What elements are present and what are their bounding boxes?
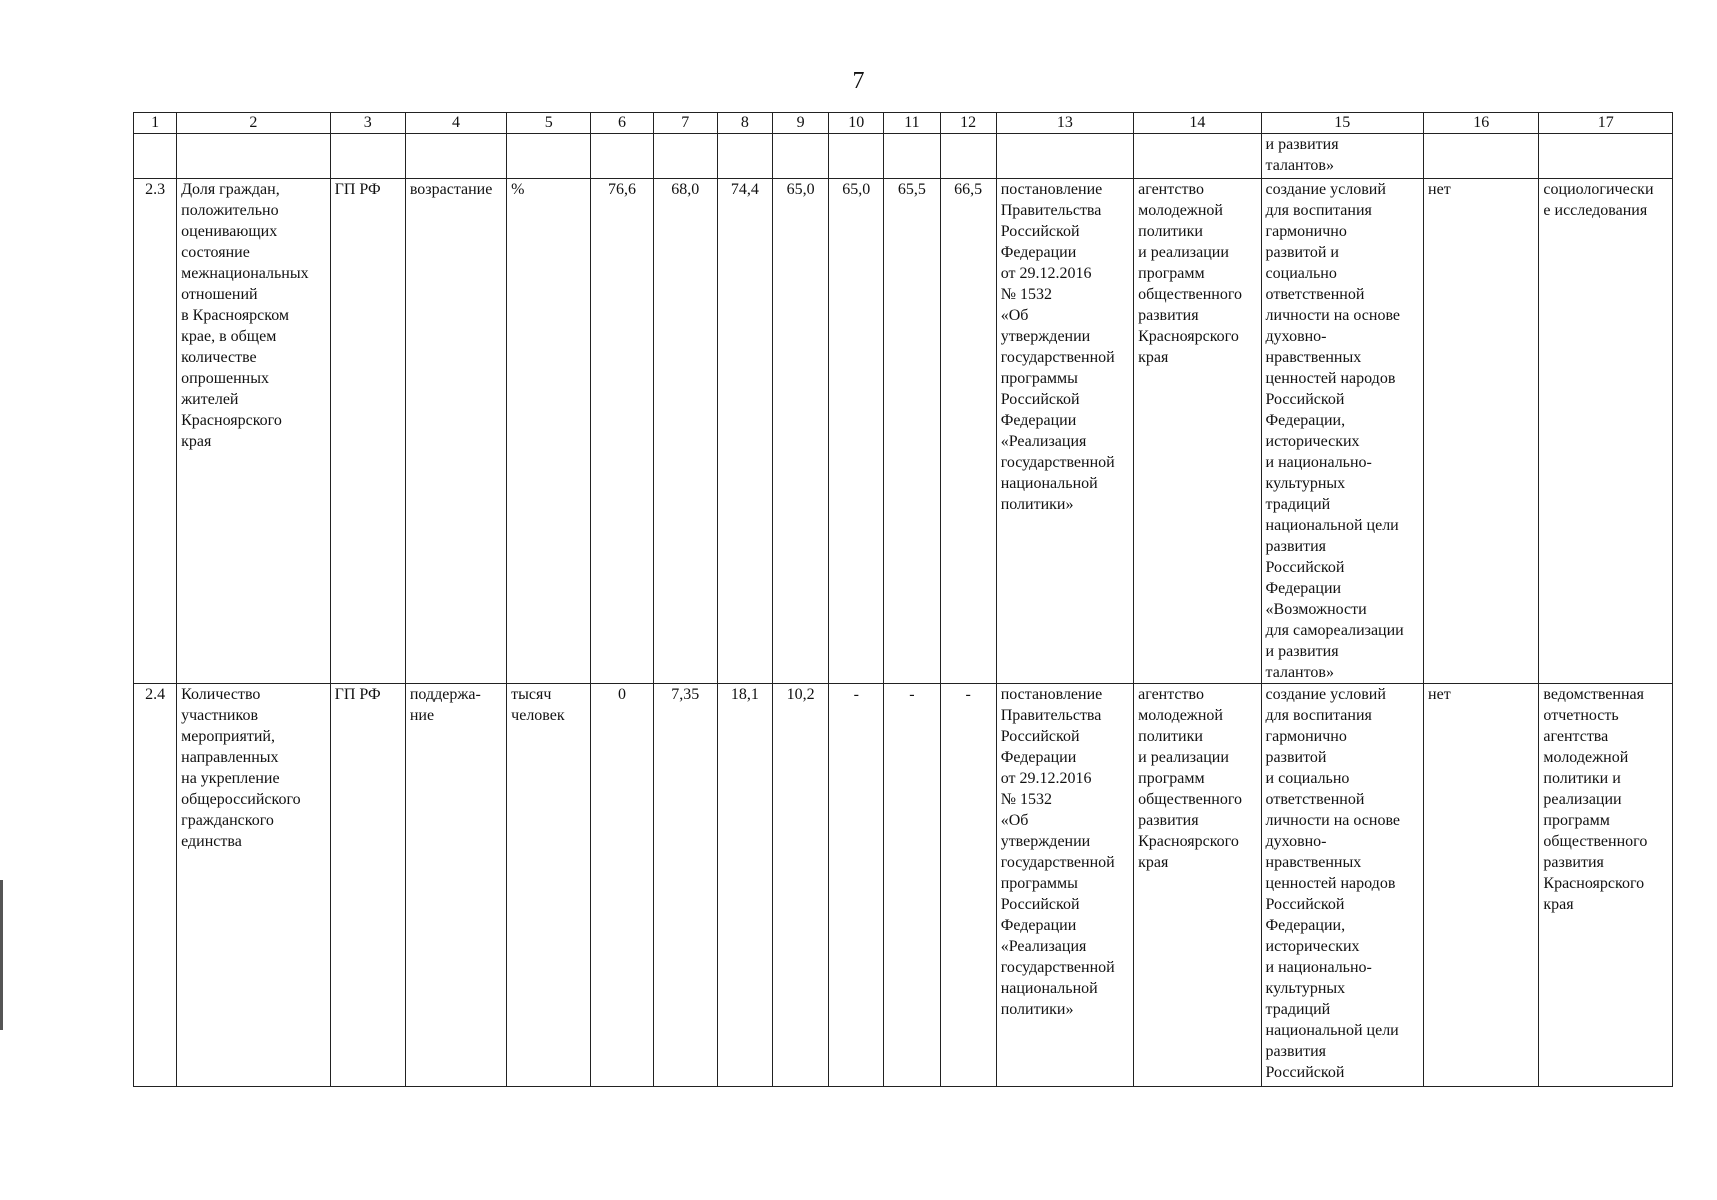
header-cell: 9	[773, 113, 829, 134]
header-cell: 1	[134, 113, 177, 134]
cell-value: 68,0	[653, 179, 717, 684]
cell-responsible: агентство молодежной политики и реализации программ общественного развития Красноярского края	[1134, 684, 1261, 1087]
cell-value: 76,6	[591, 179, 653, 684]
cell-value: -	[940, 684, 996, 1087]
cell-responsible	[1134, 134, 1261, 179]
header-cell: 11	[884, 113, 940, 134]
cell-value: 18,1	[717, 684, 772, 1087]
cell-value: 65,0	[829, 179, 884, 684]
cell-indicator-name: Количество участников мероприятий, направленных на укрепление общероссийского гражданского единства	[177, 684, 330, 1087]
header-cell: 13	[996, 113, 1133, 134]
cell-index	[134, 134, 177, 179]
cell-flag	[1424, 134, 1539, 179]
cell-indicator-name: Доля граждан, положительно оценивающих состояние межнациональных отношений в Красноярском крае, в общем количестве опрошенных жителей Красноярского края	[177, 179, 330, 684]
header-cell: 4	[405, 113, 506, 134]
cell-goal: и развития талантов»	[1261, 134, 1424, 179]
header-cell: 16	[1424, 113, 1539, 134]
cell-unit: %	[507, 179, 591, 684]
cell-goal: создание условий для воспитания гармонично развитой и социально ответственной личности на основе духовно- нравственных ценностей народов Российской Федерации, исторических и национально- культурных традиций национальной цели развития Российской Федерации «Возможности для самореализации и развития талантов»	[1261, 179, 1424, 684]
table-row-2-4	[134, 684, 1673, 1087]
header-cell: 10	[829, 113, 884, 134]
header-cell: 6	[591, 113, 653, 134]
table-header-row	[134, 113, 1673, 134]
cell-index: 2.4	[134, 684, 177, 1087]
header-cell: 12	[940, 113, 996, 134]
cell-value: 65,0	[773, 179, 829, 684]
cell-info-source: ведомственная отчетность агентства молодежной политики и реализации программ общественного развития Красноярского края	[1539, 684, 1673, 1087]
cell-source: ГП РФ	[330, 684, 405, 1087]
cell-info-source: социологически е исследования	[1539, 179, 1673, 684]
cell-value	[653, 134, 717, 179]
cell-value: -	[829, 684, 884, 1087]
cell-value	[591, 134, 653, 179]
cell-value	[717, 134, 772, 179]
cell-value: 66,5	[940, 179, 996, 684]
header-cell: 14	[1134, 113, 1261, 134]
cell-goal: создание условий для воспитания гармонично развитой и социально ответственной личности на основе духовно- нравственных ценностей народов Российской Федерации, исторических и национально- культурных традиций национальной цели развития Российской	[1261, 684, 1424, 1087]
cell-source: ГП РФ	[330, 179, 405, 684]
cell-unit	[507, 134, 591, 179]
cell-source	[330, 134, 405, 179]
cell-indicator-name	[177, 134, 330, 179]
header-cell: 5	[507, 113, 591, 134]
cell-value: 0	[591, 684, 653, 1087]
cell-document: постановление Правительства Российской Федерации от 29.12.2016 № 1532 «Об утверждении государственной программы Российской Федерации «Реализация государственной национальной политики»	[996, 684, 1133, 1087]
cell-value	[829, 134, 884, 179]
header-cell: 2	[177, 113, 330, 134]
header-cell: 7	[653, 113, 717, 134]
cell-value	[940, 134, 996, 179]
cell-flag: нет	[1424, 684, 1539, 1087]
cell-document	[996, 134, 1133, 179]
scan-edge-mark	[0, 880, 3, 1030]
cell-flag: нет	[1424, 179, 1539, 684]
cell-value	[884, 134, 940, 179]
cell-value	[773, 134, 829, 179]
header-cell: 17	[1539, 113, 1673, 134]
cell-trend	[405, 134, 506, 179]
cell-index: 2.3	[134, 179, 177, 684]
cell-trend: поддержа- ние	[405, 684, 506, 1087]
cell-responsible: агентство молодежной политики и реализации программ общественного развития Красноярского края	[1134, 179, 1261, 684]
page-number: 7	[852, 68, 865, 94]
cell-document: постановление Правительства Российской Федерации от 29.12.2016 № 1532 «Об утверждении государственной программы Российской Федерации «Реализация государственной национальной политики»	[996, 179, 1133, 684]
header-cell: 3	[330, 113, 405, 134]
table-row-2-3	[134, 179, 1673, 684]
table-row-continuation	[134, 134, 1673, 179]
cell-trend: возрастание	[405, 179, 506, 684]
header-cell: 8	[717, 113, 772, 134]
header-cell: 15	[1261, 113, 1424, 134]
cell-value: 74,4	[717, 179, 772, 684]
cell-value: -	[884, 684, 940, 1087]
cell-info-source	[1539, 134, 1673, 179]
cell-value: 65,5	[884, 179, 940, 684]
cell-value: 10,2	[773, 684, 829, 1087]
cell-unit: тысяч человек	[507, 684, 591, 1087]
indicators-table	[133, 112, 1673, 1087]
cell-value: 7,35	[653, 684, 717, 1087]
